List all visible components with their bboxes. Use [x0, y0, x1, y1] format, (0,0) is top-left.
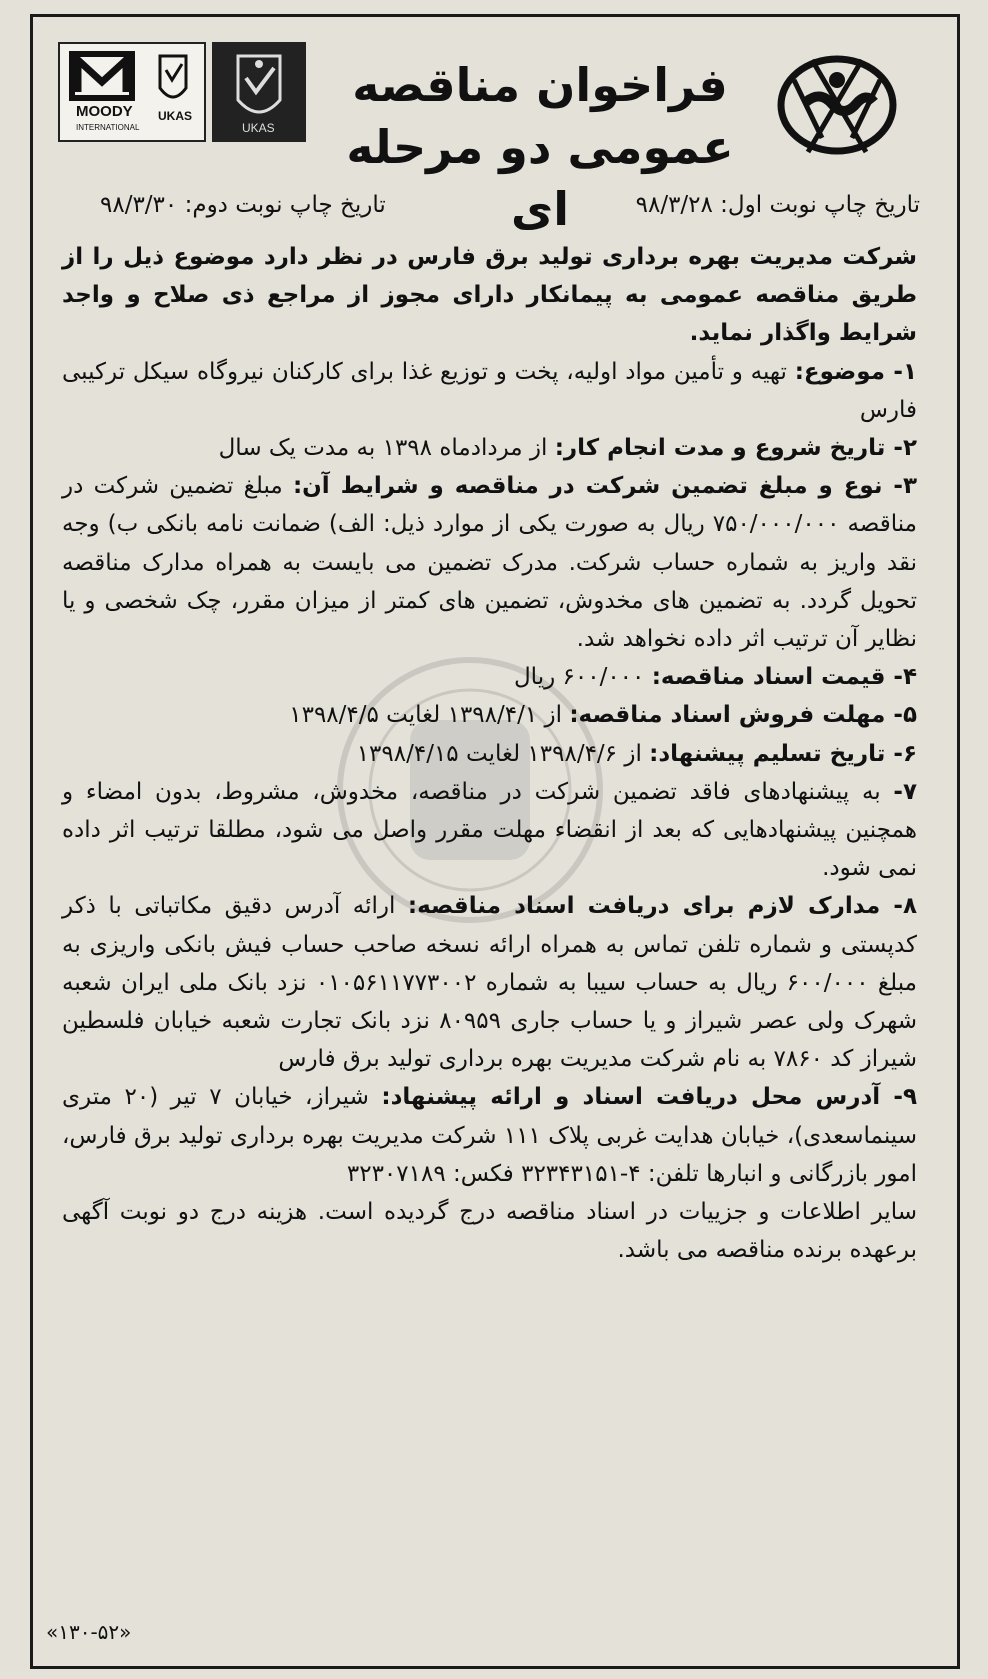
moody-logo-sub: INTERNATIONAL: [76, 123, 140, 132]
item-7: [62, 773, 917, 888]
item-5-label: ۵- مهلت فروش اسناد مناقصه:: [569, 702, 917, 729]
first-print-date: تاریخ چاپ نوبت اول: ۹۸/۳/۲۸: [635, 192, 920, 218]
item-9-text: شیراز، خیابان ۷ تیر (۲۰ متری سینماسعدی)، خیابان هدایت غربی پلاک ۱۱۱ شرکت مدیریت بهره برداری تولید برق فارس، امور بازرگانی و انبارها تلفن: ۴-۳۲۳۴۳۱۵۱ فکس: ۳۲۳۰۷۱۸۹: [62, 1084, 917, 1187]
item-3-text: مبلغ تضمین شرکت در مناقصه ۷۵۰/۰۰۰/۰۰۰ ریال به صورت یکی از موارد ذیل: الف) ضمانت نامه بانکی ب) وجه نقد واریز به شماره حساب شرکت. مدرک تضمین می بایست به همراه مدارک مناقصه تحویل گردد. به تضمین های مخدوش، تضمین های کمتر از میزان مقرر، چک شخصی و یا نظایر آن ترتیب اثر داده نخواهد شد.: [62, 473, 917, 653]
item-7-label: ۷-: [893, 778, 917, 805]
moody-logo-text: MOODY: [76, 103, 133, 120]
company-emblem: [772, 40, 902, 170]
ukas-small-text: UKAS: [158, 109, 193, 123]
item-1-text: تهیه و تأمین مواد اولیه، پخت و توزیع غذا برای کارکنان نیروگاه سیکل ترکیبی فارس: [62, 358, 917, 423]
item-8-label: ۸- مدارک لازم برای دریافت اسناد مناقصه:: [407, 893, 917, 920]
item-2: [62, 429, 917, 467]
ukas-logo-text: UKAS: [242, 121, 275, 135]
ad-body: [62, 238, 917, 1269]
item-8-text: ارائه آدرس دقیق مکاتباتی با ذکر کدپستی و شماره تلفن تماس به همراه ارائه نسخه صاحب حساب فیش بانکی واریزی به مبلغ ۶۰۰/۰۰۰ ریال به حساب سیبا به شماره ۰۱۰۵۶۱۱۷۷۳۰۰۲ نزد بانک ملی ایران شعبه شهرک ولی عصر شیراز و یا حساب جاری ۸۰۹۵۹ نزد بانک تجارت شعبه خیابان فلسطین شیراز کد ۷۸۶۰ به نام شرکت مدیریت بهره برداری تولید برق فارس: [62, 893, 917, 1073]
item-5: [62, 696, 917, 734]
print-dates: [100, 192, 920, 232]
item-6-label: ۶- تاریخ تسلیم پیشنهاد:: [649, 740, 917, 767]
title-line-1: فراخوان مناقصه: [352, 58, 728, 112]
item-9-label: ۹- آدرس محل دریافت اسناد و ارائه پیشنهاد:: [381, 1084, 917, 1111]
intro-paragraph: شرکت مدیریت بهره برداری تولید برق فارس در نظر دارد موضوع ذیل را از طریق مناقصه عمومی به پیمانکار دارای مجوز از مراجع ذی صلاح و واجد شرایط واگذار نماید.: [62, 244, 917, 347]
item-4: [62, 658, 917, 696]
item-6-text: از ۱۳۹۸/۴/۶ لغایت ۱۳۹۸/۴/۱۵: [356, 740, 650, 767]
moody-logo: [58, 42, 206, 142]
item-7-text: به پیشنهادهای فاقد تضمین شرکت در مناقصه، مخدوش، مشروط، بدون امضاء و همچنین پیشنهادهایی که بعد از انقضاء مهلت مقرر واصل می شود، مطلقا ترتیب اثر داده نمی شود.: [62, 778, 917, 882]
second-print-date: تاریخ چاپ نوبت دوم: ۹۸/۳/۳۰: [100, 192, 386, 218]
item-3-label: ۳- نوع و مبلغ تضمین شرکت در مناقصه و شرایط آن:: [292, 473, 917, 500]
item-2-label: ۲- تاریخ شروع و مدت انجام کار:: [554, 435, 917, 462]
item-1-label: ۱- موضوع:: [794, 358, 917, 385]
item-8: [62, 887, 917, 1078]
ad-code: «۱۳۰-۵۲»: [46, 1620, 132, 1644]
item-6: [62, 735, 917, 773]
item-2-text: از مردادماه ۱۳۹۸ به مدت یک سال: [218, 435, 555, 462]
item-1: [62, 353, 917, 429]
item-4-label: ۴- قیمت اسناد مناقصه:: [651, 664, 917, 691]
item-3: [62, 467, 917, 658]
ukas-logo: [212, 42, 306, 142]
item-5-text: از ۱۳۹۸/۴/۱ لغایت ۱۳۹۸/۴/۵: [289, 702, 570, 729]
item-4-text: ۶۰۰/۰۰۰ ریال: [513, 664, 652, 691]
title-line-2: عمومی دو مرحله ای: [346, 120, 734, 236]
item-9: [62, 1078, 917, 1193]
footer-note: سایر اطلاعات و جزییات در اسناد مناقصه درج گردیده است. هزینه درج دو نوبت آگهی برعهده برنده مناقصه می باشد.: [62, 1199, 917, 1264]
